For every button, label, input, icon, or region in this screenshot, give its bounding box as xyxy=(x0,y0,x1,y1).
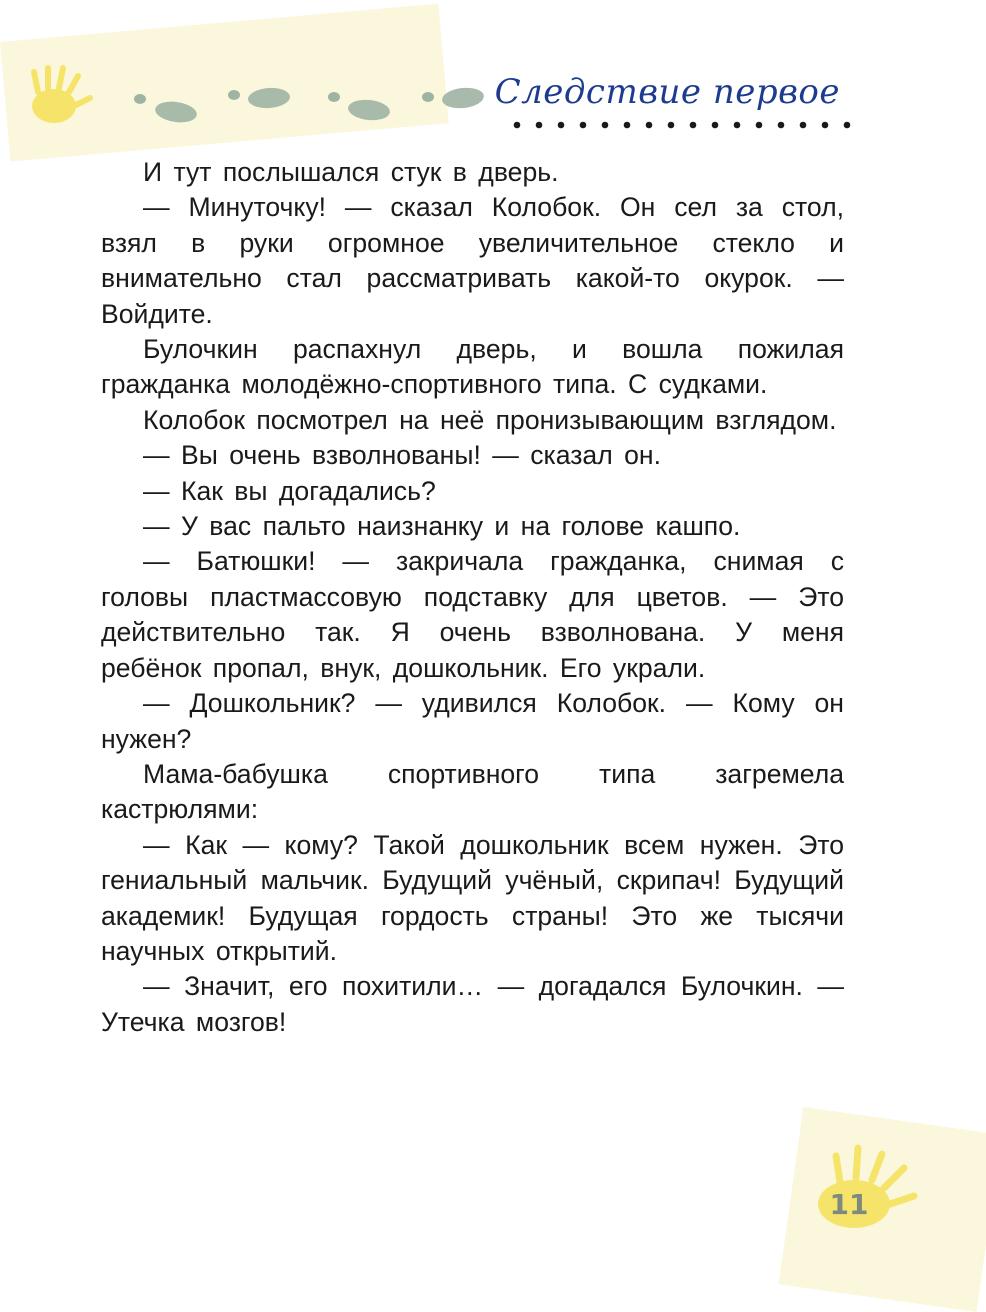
paragraph: — Минуточку! — сказал Колобок. Он сел за стол, взял в руки огромное увеличительное стекло и внимательно стал рассматривать какой-то окурок. — Войдите. xyxy=(101,192,844,329)
handprint-icon xyxy=(18,62,98,132)
paragraph: — Как вы догадались? xyxy=(143,475,436,506)
paragraph: И тут послышался стук в дверь. xyxy=(143,157,559,187)
paragraph: — Как — кому? Такой дошкольник всем нужен. Это гениальный мальчик. Будущий учёный, скрипач! Будущий академик! Будущая гордость страны! Это же тысячи научных открытий. xyxy=(101,829,844,966)
paragraph: — У вас пальто наизнанку и на голове кашпо. xyxy=(143,511,741,542)
paragraph: — Батюшки! — закричала гражданка, снимая с головы пластмассовую подставку для цветов. — Это действительно так. Я очень взволнована. У меня ребёнок пропал, внук, дошкольник. Его украли. xyxy=(101,546,844,683)
chapter-title: Следствие первое xyxy=(494,72,840,112)
paragraph: — Дошкольник? — удивился Колобок. — Кому он нужен? xyxy=(101,688,844,754)
paragraph: Мама-бабушка спортивного типа загремела кастрюлями: xyxy=(101,758,844,825)
paragraph: — Значит, его похитили… — догадался Булочкин. — Утечка мозгов! xyxy=(101,971,844,1037)
body-text xyxy=(101,155,844,1040)
paragraph: Колобок посмотрел на неё пронизывающим взглядом. xyxy=(143,404,837,435)
paragraph: — Вы очень взволнованы! — сказал он. xyxy=(143,440,661,471)
paragraph: Булочкин распахнул дверь, и вошла пожилая гражданка молодёжно-спортивного типа. С судками. xyxy=(101,334,844,400)
page-number: 11 xyxy=(829,1188,869,1221)
dotted-divider xyxy=(512,116,852,134)
